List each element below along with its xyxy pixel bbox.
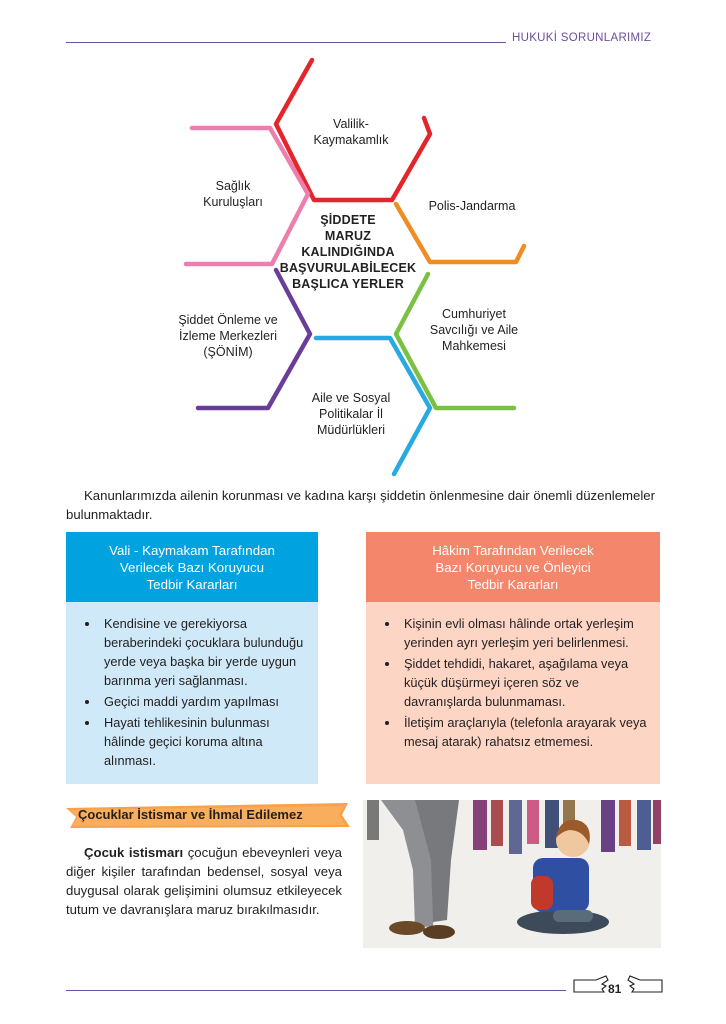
crowd-illustration: [363, 800, 661, 948]
abuse-definition: Çocuk istismarı çocuğun ebeveynleri veya diğer kişiler tarafından bedensel, sosyal veya duygusal olarak gelişimini olumsuz etkileyecek tutum ve davranışlara maruz bırakılmasıdır.: [66, 845, 342, 917]
place-valilik: Valilik- Kaymakamlık: [313, 117, 389, 147]
list-item: • İletişim araçlarıyla (telefonla arayarak veya mesaj atarak) rahatsız etmemesi.: [400, 713, 650, 751]
place-savcilik: Cumhuriyet Savcılığı ve Aile Mahkemesi: [429, 307, 519, 353]
footer-rule: [66, 990, 566, 991]
places-diagram: [0, 0, 726, 480]
section-heading: Çocuklar İstismar ve İhmal Edilemez: [78, 807, 303, 822]
right-box-title: Hâkim Tarafından Verilecek Bazı Koruyucu ve Önleyici Tedbir Kararları: [366, 532, 660, 602]
abuse-term: Çocuk istismarı: [84, 845, 184, 860]
list-item: • Geçici maddi yardım yapılması: [100, 692, 308, 711]
diagram-center-label: ŞİDDETE MARUZ KALINDIĞINDA BAŞVURULABİLECEK BAŞLICA YERLER: [279, 213, 417, 291]
place-saglik: Sağlık Kuruluşları: [203, 179, 263, 209]
list-item: • Hayati tehlikesinin bulunması hâlinde geçici koruma altına alınması.: [100, 713, 308, 770]
list-item: • Şiddet tehdidi, hakaret, aşağılama veya küçük düşürmeyi içeren söz ve davranışlarda bulunmaması.: [400, 654, 650, 711]
child-sitting-in-crowd-illustration: [363, 800, 661, 948]
place-polis: Polis-Jandarma: [428, 199, 516, 213]
right-box-body: [366, 602, 660, 784]
place-aile: Aile ve Sosyal Politikalar İl Müdürlükleri: [311, 391, 391, 437]
left-box-title: Vali - Kaymakam Tarafından Verilecek Bazı Koruyucu Tedbir Kararları: [66, 532, 318, 602]
page-number: 81: [608, 982, 622, 996]
left-box-body: [66, 602, 318, 784]
place-sonim: Şiddet Önleme ve İzleme Merkezleri (ŞÖNİM): [178, 313, 278, 359]
list-item: • Kişinin evli olması hâlinde ortak yerleşim yerinden ayrı yerleşim yeri belirlenmesi.: [400, 614, 650, 652]
list-item: • Kendisine ve gerekiyorsa beraberindeki çocuklara bulunduğu yerde veya başka bir yerde uygun barınma yeri sağlanması.: [100, 614, 308, 690]
running-header: HUKUKİ SORUNLARIMIZ: [512, 32, 652, 44]
intro-paragraph: Kanunlarımızda ailenin korunması ve kadına karşı şiddetin önlenmesine dair önemli düzenlemeler bulunmaktadır.: [66, 488, 656, 522]
